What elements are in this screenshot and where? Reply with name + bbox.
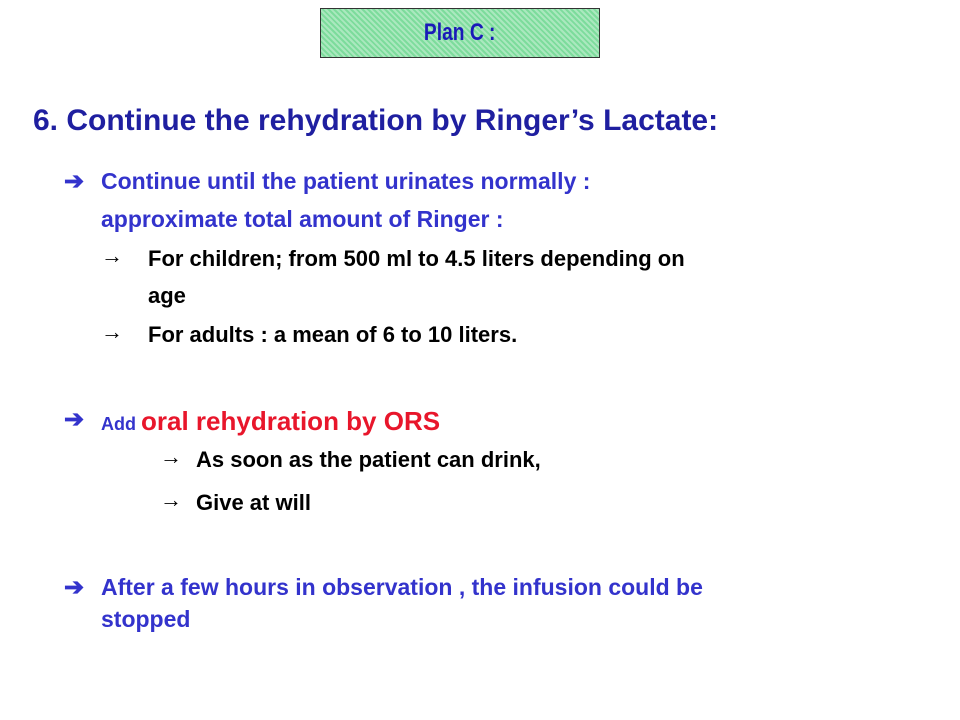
section1-sub2: For adults : a mean of 6 to 10 liters.	[148, 322, 518, 347]
arrow-right-icon: →	[101, 243, 123, 268]
arrow-right-icon: →	[101, 319, 123, 344]
plan-label-box	[320, 8, 600, 58]
section1-line1: Continue until the patient urinates normally :	[101, 168, 591, 194]
section1-sub1-line1: For children; from 500 ml to 4.5 liters depending on	[148, 246, 685, 271]
slide-heading: 6. Continue the rehydration by Ringer’s Lactate:	[33, 104, 719, 137]
section3-line2: stopped	[101, 606, 191, 632]
arrow-right-icon: ➔	[64, 406, 85, 433]
arrow-right-icon: ➔	[64, 168, 85, 195]
arrow-right-icon: ➔	[64, 574, 85, 601]
section2-line	[101, 405, 440, 440]
section2-highlight: oral rehydration by ORS	[141, 406, 441, 436]
arrow-right-icon: →	[160, 444, 182, 469]
section2-sub1: As soon as the patient can drink,	[196, 447, 541, 472]
plan-label: Plan C :	[424, 19, 496, 46]
arrow-right-icon: →	[160, 487, 182, 512]
section3-line1: After a few hours in observation , the infusion could be	[101, 574, 703, 600]
section2-prefix: Add	[101, 414, 136, 434]
section1-line2: approximate total amount of Ringer :	[101, 206, 504, 232]
section2-sub2: Give at will	[196, 490, 311, 515]
section1-sub1-line2: age	[148, 283, 186, 308]
